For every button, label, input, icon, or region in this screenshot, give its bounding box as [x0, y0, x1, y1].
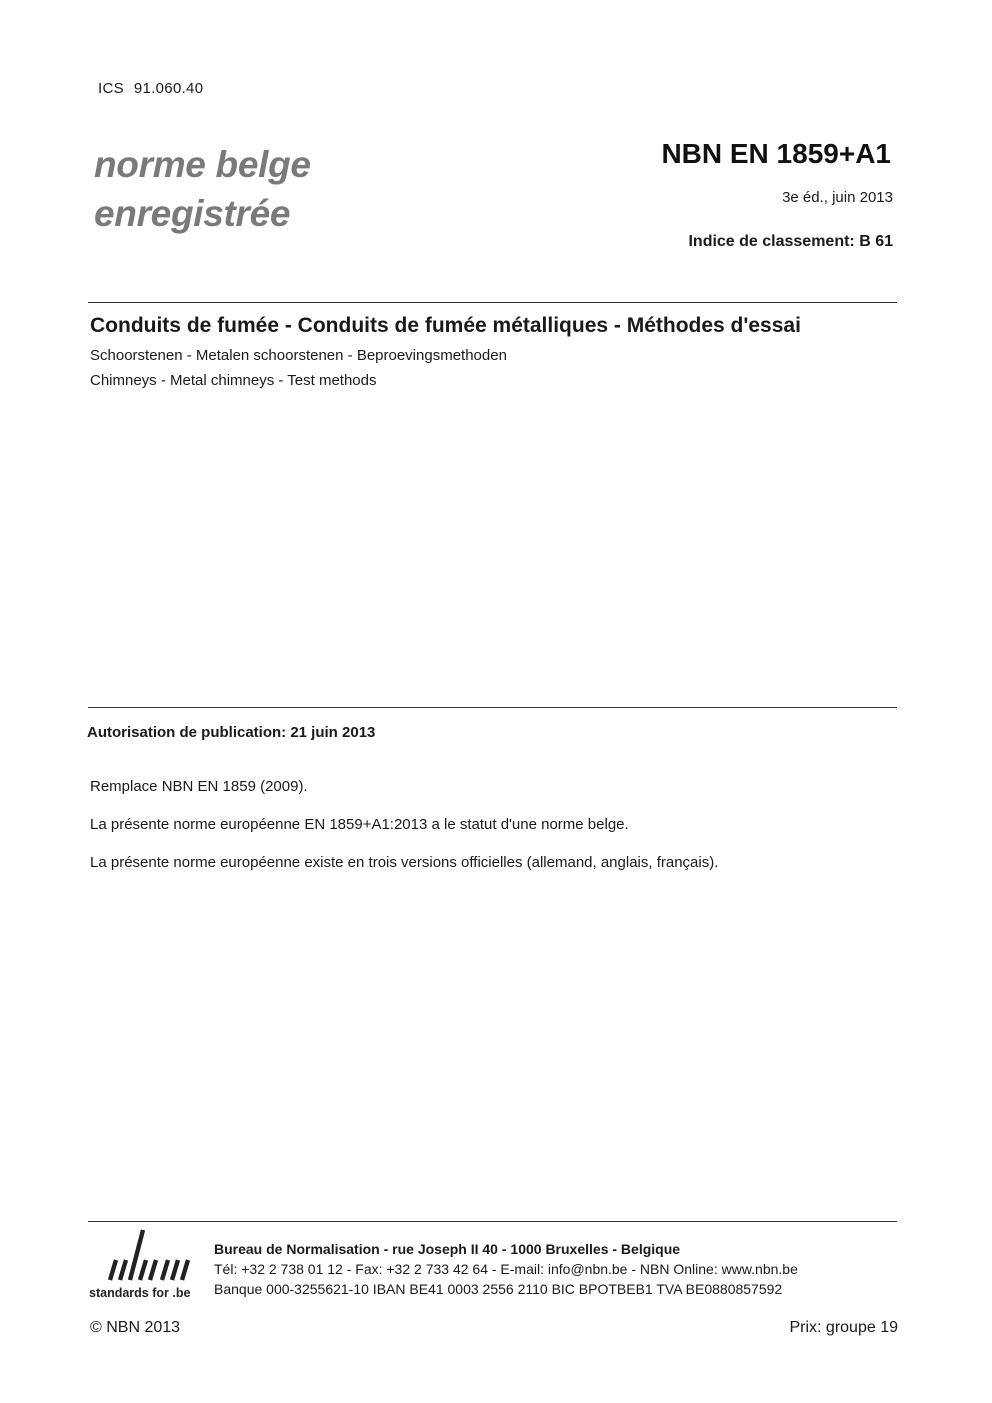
brand-line-1: norme belge — [94, 144, 311, 185]
publication-authorisation: Autorisation de publication: 21 juin 2013 — [87, 724, 376, 741]
ics-value: 91.060.40 — [133, 80, 204, 97]
footer-bank: Banque 000-3255621-10 IBAN BE41 0003 2556 2110 BIC BPOTBEB1 TVA BE0880857592 — [214, 1281, 783, 1297]
price-group: Prix: groupe 19 — [789, 1319, 898, 1336]
title-french: Conduits de fumée - Conduits de fumée métalliques - Méthodes d'essai — [90, 314, 801, 337]
divider-middle — [88, 707, 897, 708]
footer-address: Bureau de Normalisation - rue Joseph II 40 - 1000 Bruxelles - Belgique — [214, 1241, 681, 1257]
classification-index: Indice de classement: B 61 — [688, 233, 893, 250]
standard-number: NBN EN 1859+A1 — [661, 138, 891, 169]
divider-top — [88, 302, 897, 303]
logo-tagline: standards for .be — [89, 1286, 191, 1300]
nbn-logo-mark — [88, 1228, 200, 1286]
nbn-logo — [88, 1228, 200, 1304]
status-note: La présente norme européenne EN 1859+A1:2013 a le statut d'une norme belge. — [90, 816, 629, 833]
brand-line-2: enregistrée — [94, 193, 291, 234]
title-dutch: Schoorstenen - Metalen schoorstenen - Beproevingsmethoden — [90, 347, 507, 364]
replaces-note: Remplace NBN EN 1859 (2009). — [90, 778, 308, 795]
ics-label: ICS — [98, 80, 124, 97]
brand-heading — [94, 140, 311, 238]
title-english: Chimneys - Metal chimneys - Test methods — [90, 372, 377, 389]
edition-date: 3e éd., juin 2013 — [782, 189, 893, 206]
copyright: © NBN 2013 — [90, 1319, 181, 1336]
ics-code — [98, 80, 203, 97]
divider-footer — [88, 1221, 897, 1222]
footer-contact: Tél: +32 2 738 01 12 - Fax: +32 2 733 42 64 - E-mail: info@nbn.be - NBN Online: www.nbn.be — [214, 1261, 798, 1277]
versions-note: La présente norme européenne existe en trois versions officielles (allemand, anglais, français). — [90, 854, 719, 871]
